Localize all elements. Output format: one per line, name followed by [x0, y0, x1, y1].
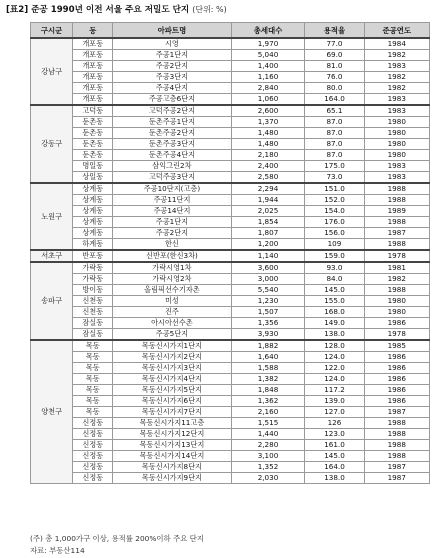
apartment-cell: 주공2단지 [113, 228, 231, 239]
dong-cell: 상계동 [73, 217, 113, 228]
year-cell: 1989 [364, 206, 429, 217]
households-cell: 2,600 [231, 105, 305, 117]
households-cell: 2,400 [231, 161, 305, 172]
households-cell: 1,200 [231, 239, 305, 251]
table-row [31, 440, 430, 451]
apartment-cell: 주공3단지 [113, 72, 231, 83]
title-text: [표2] 준공 1990년 이전 서울 주요 저밀도 단지 [6, 5, 190, 15]
households-cell: 3,000 [231, 274, 305, 285]
apartment-cell: 고덕주공2단지 [113, 105, 231, 117]
table-row [31, 429, 430, 440]
households-cell: 1,640 [231, 352, 305, 363]
year-cell: 1988 [364, 418, 429, 429]
table-row [31, 161, 430, 172]
households-cell: 1,060 [231, 94, 305, 106]
apartment-cell: 주공14단지 [113, 206, 231, 217]
year-cell: 1980 [364, 139, 429, 150]
source-line: 자료: 부동산114 [30, 546, 85, 555]
table-row [31, 117, 430, 128]
year-cell: 1983 [364, 61, 429, 72]
apartment-cell: 목동신시가지5단지 [113, 385, 231, 396]
header-far: 용적율 [305, 23, 364, 39]
table-row [31, 307, 430, 318]
header-dong: 동 [73, 23, 113, 39]
far-cell: 122.0 [305, 363, 364, 374]
far-cell: 154.0 [305, 206, 364, 217]
year-cell: 1982 [364, 274, 429, 285]
apartment-cell: 가락시영2차 [113, 274, 231, 285]
header-row [31, 23, 430, 39]
dong-cell: 개포동 [73, 38, 113, 50]
year-cell: 1987 [364, 473, 429, 484]
year-cell: 1986 [364, 374, 429, 385]
table-row [31, 50, 430, 61]
year-cell: 1983 [364, 94, 429, 106]
dong-cell: 잠실동 [73, 318, 113, 329]
dong-cell: 목동 [73, 374, 113, 385]
district-cell: 송파구 [31, 262, 73, 340]
far-cell: 151.0 [305, 183, 364, 195]
dong-cell: 상일동 [73, 172, 113, 184]
footnote: (주) 총 1,000가구 이상, 용적률 200%이하 주요 단지 [30, 534, 204, 543]
table-row [31, 139, 430, 150]
far-cell: 128.0 [305, 340, 364, 352]
year-cell: 1986 [364, 318, 429, 329]
dong-cell: 개포동 [73, 94, 113, 106]
households-cell: 2,580 [231, 172, 305, 184]
far-cell: 76.0 [305, 72, 364, 83]
apartment-cell: 목동신시가지13단지 [113, 440, 231, 451]
far-cell: 87.0 [305, 139, 364, 150]
apartment-cell: 목동신시가지3단지 [113, 363, 231, 374]
households-cell: 2,294 [231, 183, 305, 195]
households-cell: 2,180 [231, 150, 305, 161]
table-row [31, 418, 430, 429]
households-cell: 2,160 [231, 407, 305, 418]
dong-cell: 개포동 [73, 61, 113, 72]
dong-cell: 둔촌동 [73, 150, 113, 161]
households-cell: 1,944 [231, 195, 305, 206]
dong-cell: 고덕동 [73, 105, 113, 117]
apartment-cell: 아시아선수촌 [113, 318, 231, 329]
table-row [31, 94, 430, 106]
header-apartment: 아파트명 [113, 23, 231, 39]
apartment-cell: 목동신시가지1단지 [113, 340, 231, 352]
year-cell: 1982 [364, 83, 429, 94]
apartment-cell: 주공10단지(고층) [113, 183, 231, 195]
apartment-cell: 목동신시가지11고층 [113, 418, 231, 429]
year-cell: 1988 [364, 429, 429, 440]
year-cell: 1980 [364, 128, 429, 139]
households-cell: 2,030 [231, 473, 305, 484]
far-cell: 80.0 [305, 83, 364, 94]
table-row [31, 385, 430, 396]
table-row [31, 363, 430, 374]
far-cell: 164.0 [305, 462, 364, 473]
dong-cell: 둔촌동 [73, 139, 113, 150]
table-row [31, 407, 430, 418]
apartment-cell: 둔촌주공4단지 [113, 150, 231, 161]
table-row [31, 206, 430, 217]
table-row [31, 396, 430, 407]
district-cell: 노원구 [31, 183, 73, 250]
apartment-cell: 목동신시가지8단지 [113, 462, 231, 473]
far-cell: 117.2 [305, 385, 364, 396]
dong-cell: 상계동 [73, 206, 113, 217]
year-cell: 1988 [364, 217, 429, 228]
district-cell: 강남구 [31, 38, 73, 105]
dong-cell: 상계동 [73, 228, 113, 239]
apartment-cell: 둔촌주공2단지 [113, 128, 231, 139]
dong-cell: 목동 [73, 385, 113, 396]
households-cell: 1,362 [231, 396, 305, 407]
year-cell: 1983 [364, 172, 429, 184]
table-row [31, 38, 430, 50]
year-cell: 1988 [364, 195, 429, 206]
households-cell: 1,352 [231, 462, 305, 473]
apartment-cell: 한신 [113, 239, 231, 251]
table-row [31, 352, 430, 363]
far-cell: 156.0 [305, 228, 364, 239]
households-cell: 1,440 [231, 429, 305, 440]
dong-cell: 개포동 [73, 50, 113, 61]
households-cell: 3,100 [231, 451, 305, 462]
far-cell: 152.0 [305, 195, 364, 206]
households-cell: 1,370 [231, 117, 305, 128]
far-cell: 145.0 [305, 285, 364, 296]
year-cell: 1986 [364, 396, 429, 407]
table-row [31, 228, 430, 239]
far-cell: 145.0 [305, 451, 364, 462]
far-cell: 127.0 [305, 407, 364, 418]
dong-cell: 신천동 [73, 307, 113, 318]
apartment-cell: 신반포(한신3차) [113, 250, 231, 262]
year-cell: 1980 [364, 117, 429, 128]
households-cell: 1,515 [231, 418, 305, 429]
table-row [31, 318, 430, 329]
dong-cell: 가락동 [73, 274, 113, 285]
year-cell: 1982 [364, 50, 429, 61]
year-cell: 1986 [364, 385, 429, 396]
households-cell: 1,854 [231, 217, 305, 228]
header-district: 구시군 [31, 23, 73, 39]
households-cell: 1,507 [231, 307, 305, 318]
district-cell: 양천구 [31, 340, 73, 484]
dong-cell: 하계동 [73, 239, 113, 251]
far-cell: 138.0 [305, 473, 364, 484]
dong-cell: 목동 [73, 352, 113, 363]
households-cell: 1,140 [231, 250, 305, 262]
dong-cell: 방이동 [73, 285, 113, 296]
dong-cell: 가락동 [73, 262, 113, 274]
table-body [31, 38, 430, 484]
households-cell: 3,930 [231, 329, 305, 341]
year-cell: 1988 [364, 451, 429, 462]
dong-cell: 신정동 [73, 418, 113, 429]
far-cell: 124.0 [305, 352, 364, 363]
table-row [31, 83, 430, 94]
apartment-cell: 주공11단지 [113, 195, 231, 206]
apartment-cell: 목동신시가지2단지 [113, 352, 231, 363]
table-row [31, 250, 430, 262]
apartment-cell: 둔촌주공1단지 [113, 117, 231, 128]
table-row [31, 274, 430, 285]
far-cell: 161.0 [305, 440, 364, 451]
apartment-cell: 목동신시가지9단지 [113, 473, 231, 484]
far-cell: 77.0 [305, 38, 364, 50]
year-cell: 1987 [364, 407, 429, 418]
households-cell: 3,600 [231, 262, 305, 274]
households-cell: 5,040 [231, 50, 305, 61]
apartment-cell: 삼익그린2차 [113, 161, 231, 172]
far-cell: 73.0 [305, 172, 364, 184]
far-cell: 93.0 [305, 262, 364, 274]
households-cell: 1,848 [231, 385, 305, 396]
apartment-cell: 주공2단지 [113, 61, 231, 72]
header-households: 총세대수 [231, 23, 305, 39]
dong-cell: 둔촌동 [73, 128, 113, 139]
apartment-cell: 목동신시가지6단지 [113, 396, 231, 407]
year-cell: 1987 [364, 462, 429, 473]
apartment-cell: 주공고층6단지 [113, 94, 231, 106]
dong-cell: 신천동 [73, 296, 113, 307]
year-cell: 1980 [364, 150, 429, 161]
table-row [31, 451, 430, 462]
apartment-cell: 시영 [113, 38, 231, 50]
district-cell: 강동구 [31, 105, 73, 183]
table-row [31, 296, 430, 307]
year-cell: 1981 [364, 262, 429, 274]
households-cell: 1,480 [231, 128, 305, 139]
apartment-cell: 주공1단지 [113, 217, 231, 228]
far-cell: 124.0 [305, 374, 364, 385]
households-cell: 1,160 [231, 72, 305, 83]
far-cell: 126 [305, 418, 364, 429]
households-cell: 1,588 [231, 363, 305, 374]
dong-cell: 신정동 [73, 473, 113, 484]
district-cell: 서초구 [31, 250, 73, 262]
dong-cell: 신정동 [73, 462, 113, 473]
table-row [31, 262, 430, 274]
apartment-cell: 목동신시가지4단지 [113, 374, 231, 385]
year-cell: 1983 [364, 161, 429, 172]
far-cell: 123.0 [305, 429, 364, 440]
dong-cell: 잠실동 [73, 329, 113, 341]
households-cell: 1,807 [231, 228, 305, 239]
far-cell: 65.1 [305, 105, 364, 117]
table-row [31, 72, 430, 83]
apartment-cell: 올림픽선수기자촌 [113, 285, 231, 296]
households-cell: 1,230 [231, 296, 305, 307]
table-row [31, 473, 430, 484]
year-cell: 1983 [364, 105, 429, 117]
households-cell: 2,025 [231, 206, 305, 217]
dong-cell: 명일동 [73, 161, 113, 172]
households-cell: 1,882 [231, 340, 305, 352]
table-row [31, 105, 430, 117]
dong-cell: 목동 [73, 407, 113, 418]
dong-cell: 개포동 [73, 72, 113, 83]
header-year: 준공연도 [364, 23, 429, 39]
far-cell: 176.0 [305, 217, 364, 228]
dong-cell: 반포동 [73, 250, 113, 262]
dong-cell: 둔촌동 [73, 117, 113, 128]
table-title [6, 2, 227, 18]
apartment-cell: 가락시영1차 [113, 262, 231, 274]
year-cell: 1988 [364, 239, 429, 251]
far-cell: 159.0 [305, 250, 364, 262]
households-cell: 1,480 [231, 139, 305, 150]
year-cell: 1980 [364, 296, 429, 307]
far-cell: 175.0 [305, 161, 364, 172]
apartment-cell: 진주 [113, 307, 231, 318]
apartment-cell: 목동신시가지7단지 [113, 407, 231, 418]
year-cell: 1982 [364, 72, 429, 83]
table-row [31, 217, 430, 228]
year-cell: 1986 [364, 352, 429, 363]
dong-cell: 상계동 [73, 195, 113, 206]
far-cell: 164.0 [305, 94, 364, 106]
dong-cell: 개포동 [73, 83, 113, 94]
year-cell: 1978 [364, 250, 429, 262]
table-row [31, 195, 430, 206]
apartment-cell: 주공1단지 [113, 50, 231, 61]
far-cell: 109 [305, 239, 364, 251]
year-cell: 1978 [364, 329, 429, 341]
far-cell: 155.0 [305, 296, 364, 307]
far-cell: 87.0 [305, 150, 364, 161]
table-row [31, 183, 430, 195]
households-cell: 5,540 [231, 285, 305, 296]
year-cell: 1984 [364, 38, 429, 50]
table-row [31, 150, 430, 161]
table-row [31, 61, 430, 72]
dong-cell: 목동 [73, 396, 113, 407]
year-cell: 1985 [364, 340, 429, 352]
dong-cell: 신정동 [73, 440, 113, 451]
far-cell: 84.0 [305, 274, 364, 285]
far-cell: 149.0 [305, 318, 364, 329]
apartment-cell: 주공4단지 [113, 83, 231, 94]
dong-cell: 상계동 [73, 183, 113, 195]
year-cell: 1988 [364, 183, 429, 195]
apartment-table [30, 22, 430, 484]
households-cell: 2,280 [231, 440, 305, 451]
table-row [31, 239, 430, 251]
table-row [31, 285, 430, 296]
table-row [31, 374, 430, 385]
table-row [31, 172, 430, 184]
apartment-cell: 미성 [113, 296, 231, 307]
far-cell: 87.0 [305, 117, 364, 128]
year-cell: 1987 [364, 228, 429, 239]
year-cell: 1988 [364, 440, 429, 451]
households-cell: 1,400 [231, 61, 305, 72]
apartment-cell: 둔촌주공3단지 [113, 139, 231, 150]
apartment-cell: 주공5단지 [113, 329, 231, 341]
apartment-cell: 목동신시가지12단지 [113, 429, 231, 440]
far-cell: 69.0 [305, 50, 364, 61]
households-cell: 1,356 [231, 318, 305, 329]
year-cell: 1980 [364, 307, 429, 318]
apartment-cell: 목동신시가지14단지 [113, 451, 231, 462]
year-cell: 1986 [364, 363, 429, 374]
far-cell: 168.0 [305, 307, 364, 318]
table-row [31, 340, 430, 352]
dong-cell: 목동 [73, 340, 113, 352]
far-cell: 139.0 [305, 396, 364, 407]
households-cell: 1,970 [231, 38, 305, 50]
households-cell: 2,840 [231, 83, 305, 94]
table-row [31, 462, 430, 473]
dong-cell: 신정동 [73, 451, 113, 462]
table-row [31, 128, 430, 139]
unit-label: (단위: %) [192, 5, 227, 14]
year-cell: 1988 [364, 285, 429, 296]
households-cell: 1,382 [231, 374, 305, 385]
far-cell: 138.0 [305, 329, 364, 341]
far-cell: 81.0 [305, 61, 364, 72]
dong-cell: 목동 [73, 363, 113, 374]
far-cell: 87.0 [305, 128, 364, 139]
table-row [31, 329, 430, 341]
dong-cell: 신정동 [73, 429, 113, 440]
apartment-cell: 고덕주공3단지 [113, 172, 231, 184]
